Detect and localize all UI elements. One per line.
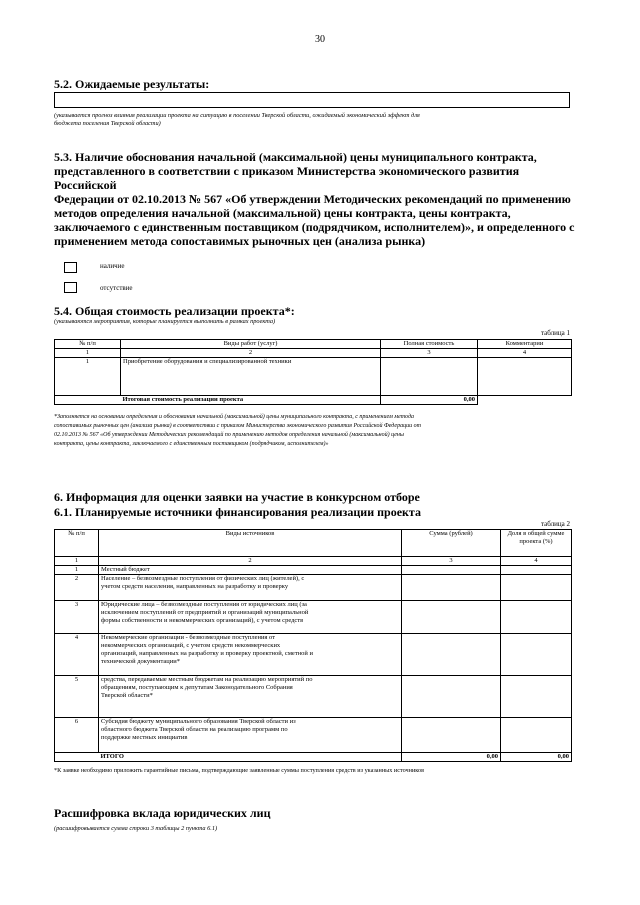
- table-total-row: [55, 753, 572, 762]
- source-line: поддержке местных инициатив: [101, 734, 188, 741]
- table-row: [55, 358, 572, 396]
- number-cell: 1: [55, 349, 121, 358]
- source-line: областного бюджета Тверской области на реализацию программ по: [101, 726, 288, 733]
- table-row: [55, 575, 572, 601]
- table-header-row: [55, 530, 572, 557]
- cost-table: [54, 339, 572, 405]
- table-1-footnote: [54, 413, 584, 449]
- total-share: 0,00: [501, 753, 572, 762]
- table-1-caption: таблица 1: [541, 329, 570, 337]
- row-sum-cell[interactable]: [402, 634, 501, 676]
- row-comment-cell[interactable]: [478, 358, 572, 396]
- total-value: 0,00: [381, 396, 478, 405]
- row-sum-cell[interactable]: [402, 566, 501, 575]
- source-line: Тверской области*: [101, 692, 153, 699]
- table-row: [55, 718, 572, 753]
- number-cell: 3: [381, 349, 478, 358]
- number-cell: 2: [121, 349, 381, 358]
- number-cell: 4: [478, 349, 572, 358]
- header-cell: № п/п: [55, 530, 99, 557]
- row-sum-cell[interactable]: [402, 601, 501, 634]
- row-number: 5: [55, 676, 99, 718]
- source-line: организаций, направленных на разработку и проверку проектной, сметной и: [101, 650, 313, 657]
- number-cell: 2: [99, 557, 402, 566]
- source-line: исключением поступлений от предприятий и организаций муниципальной: [101, 609, 309, 616]
- section-6-1-heading: 6.1. Планируемые источники финансирования реализации проекта: [54, 505, 421, 519]
- footnote-line: сопоставимых рыночных цен (анализа рынка) в соответствии с приказом Министерства экономического развития Российской Федерации от: [54, 423, 421, 429]
- total-label: Итоговая стоимость реализации проекта: [121, 396, 381, 405]
- header-cell: Виды источников: [99, 530, 402, 557]
- table-row: [55, 634, 572, 676]
- row-source: [99, 566, 402, 575]
- empty-cell: [55, 753, 99, 762]
- row-number: 6: [55, 718, 99, 753]
- number-cell: 3: [402, 557, 501, 566]
- table-number-row: [55, 557, 572, 566]
- source-line: средства, передаваемые местным бюджетам на реализацию мероприятий по: [101, 676, 313, 683]
- row-number: 1: [55, 358, 121, 396]
- source-line: Население – безвозмездные поступления от физических лиц (жителей), с: [101, 575, 305, 582]
- decode-heading: Расшифровка вклада юридических лиц: [54, 806, 271, 820]
- header-cell: Виды работ (услуг): [121, 340, 381, 349]
- section-5-4-heading: 5.4. Общая стоимость реализации проекта*:: [54, 304, 295, 318]
- row-share-cell[interactable]: [501, 575, 572, 601]
- source-line: учетом средств населения, направленных на разработку и проверку: [101, 583, 289, 590]
- empty-cell: [478, 396, 572, 405]
- header-cell: № п/п: [55, 340, 121, 349]
- header-cell: Комментарии: [478, 340, 572, 349]
- page-number: 30: [315, 34, 325, 45]
- row-number: 4: [55, 634, 99, 676]
- table-2-caption: таблица 2: [541, 520, 570, 528]
- header-cell: Доля в общей сумме проекта (%): [501, 530, 572, 557]
- row-work-type: Приобретение оборудования и специализированной техники: [121, 358, 381, 396]
- row-share-cell[interactable]: [501, 676, 572, 718]
- source-line: Субсидия бюджету муниципального образования Тверской области из: [101, 718, 296, 725]
- row-number: 2: [55, 575, 99, 601]
- hint-line: бюджета поселения Тверской области): [54, 120, 161, 127]
- total-label: ИТОГО: [99, 753, 402, 762]
- empty-cell: [55, 396, 121, 405]
- section-5-2-heading: 5.2. Ожидаемые результаты:: [54, 77, 210, 91]
- footnote-line: контракта, цены контракта, заключаемого с единственным поставщиком (подрядчиком, исполнителем)»: [54, 441, 329, 447]
- footnote-line: 02.10.2013 № 567 «Об утверждении Методических рекомендаций по применению методов определения начальной (максимальной) цены: [54, 432, 404, 438]
- total-sum: 0,00: [402, 753, 501, 762]
- section-5-4-hint: (указываются мероприятия, которые планируется выполнить в рамках проекта): [54, 318, 276, 325]
- table-row: [55, 676, 572, 718]
- source-line: формы собственности и некоммерческих организаций), с учетом средств: [101, 617, 304, 624]
- table-row: [55, 566, 572, 575]
- row-source: [99, 575, 402, 601]
- row-share-cell[interactable]: [501, 601, 572, 634]
- row-source: [99, 601, 402, 634]
- row-sum-cell[interactable]: [402, 575, 501, 601]
- row-number: 1: [55, 566, 99, 575]
- row-source: [99, 634, 402, 676]
- row-cost-cell[interactable]: [381, 358, 478, 396]
- section-5-3-heading: [54, 150, 584, 248]
- source-line: обращениям, поступающим к депутатам Законодательного Собрания: [101, 684, 293, 691]
- source-line: Некоммерческие организации - безвозмездные поступления от: [101, 634, 276, 641]
- row-sum-cell[interactable]: [402, 676, 501, 718]
- decode-hint: (расшифровывается сумма строки 3 таблицы 2 пункта 6.1): [54, 825, 218, 832]
- source-line: Юридические лица – безвозмездные поступления от юридических лиц (за: [101, 601, 307, 608]
- footnote-line: *Заполняется на основании определения и обоснования начальной (максимальной) цены муниципального контракта, с применением метода: [54, 414, 415, 420]
- table-header-row: [55, 340, 572, 349]
- section-5-2-hint: [54, 112, 584, 128]
- table-2-footnote: *К заявке необходимо приложить гарантийные письма, подтверждающие заявленные суммы поступления средств из указанных источников: [54, 767, 424, 774]
- heading-line: заключаемого с единственным поставщиком (подрядчиком, исполнителем)», и определенного с: [54, 220, 575, 234]
- heading-line: представленного в соответствии с приказом Министерства экономического развития Российской: [54, 164, 520, 192]
- heading-line: Федерации от 02.10.2013 № 567 «Об утверждении Методических рекомендаций по применению: [54, 192, 571, 206]
- number-cell: 4: [501, 557, 572, 566]
- source-line: Местный бюджет: [101, 566, 150, 573]
- source-line: некоммерческих организаций, с учетом средств некоммерческих: [101, 642, 281, 649]
- heading-line: 5.3. Наличие обоснования начальной (максимальной) цены муниципального контракта,: [54, 150, 537, 164]
- row-source: [99, 676, 402, 718]
- row-share-cell[interactable]: [501, 718, 572, 753]
- row-share-cell[interactable]: [501, 566, 572, 575]
- table-total-row: [55, 396, 572, 405]
- checkbox-absent-label: отсутствие: [100, 284, 133, 292]
- heading-line: методов определения начальной (максимальной) цены контракта, цены контракта,: [54, 206, 511, 220]
- source-line: технической документации*: [101, 658, 180, 665]
- table-number-row: [55, 349, 572, 358]
- heading-line: применением метода сопоставимых рыночных цен (анализа рынка): [54, 234, 426, 248]
- row-share-cell[interactable]: [501, 634, 572, 676]
- table-row: [55, 601, 572, 634]
- funding-table: [54, 529, 572, 762]
- row-sum-cell[interactable]: [402, 718, 501, 753]
- row-source: [99, 718, 402, 753]
- checkbox-available[interactable]: [64, 262, 77, 273]
- hint-line: (указывается прогноз влияния реализации проекта на ситуацию в поселении Тверской области, ожидаемый экономический эффект для: [54, 112, 420, 119]
- checkbox-available-label: наличие: [100, 262, 125, 270]
- checkbox-absent[interactable]: [64, 282, 77, 293]
- row-number: 3: [55, 601, 99, 634]
- header-cell: Полная стоимость: [381, 340, 478, 349]
- expected-results-field[interactable]: [54, 92, 570, 108]
- section-6-heading: 6. Информация для оценки заявки на участие в конкурсном отборе: [54, 490, 420, 504]
- number-cell: 1: [55, 557, 99, 566]
- header-cell: Сумма (рублей): [402, 530, 501, 557]
